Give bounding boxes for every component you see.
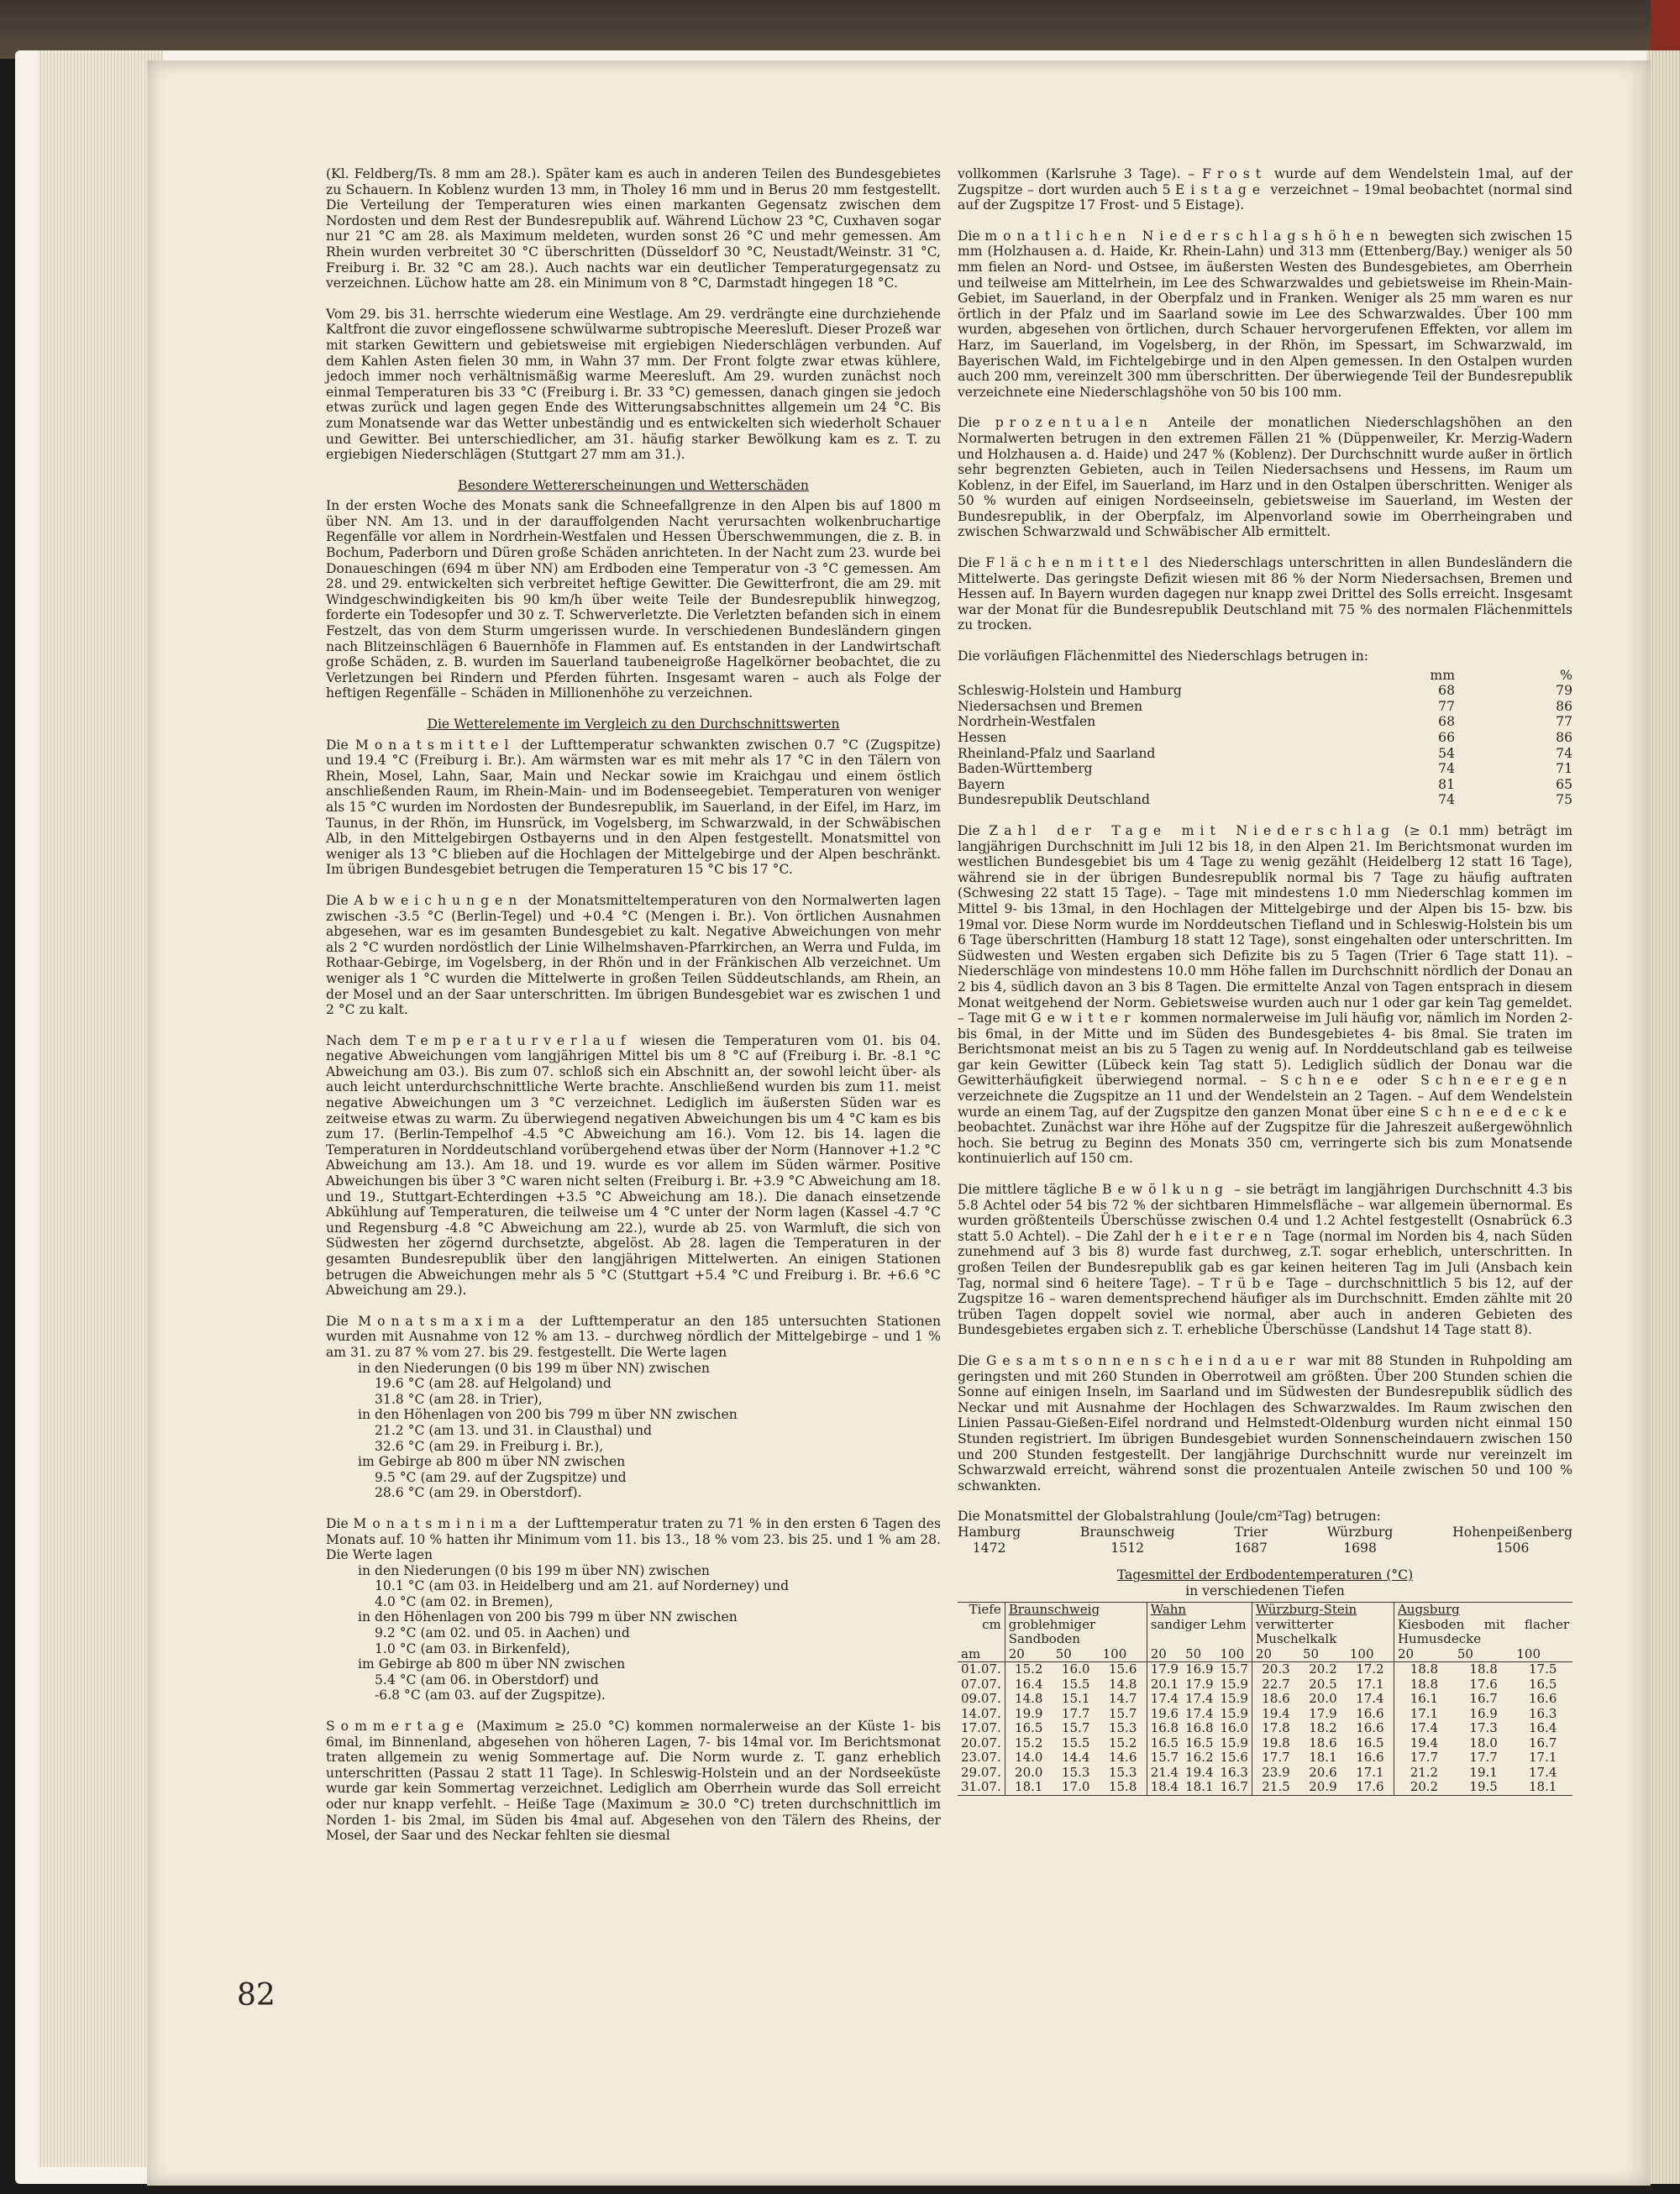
table-title: Tagesmittel der Erdbodentemperaturen (°C) [1116,1567,1414,1583]
table-cell: 18.6 [1309,1735,1337,1750]
table-cell: 17.4 [1528,1764,1557,1780]
table-cell: 17.9 [1185,1676,1214,1692]
depth-header: 20 [1005,1647,1053,1662]
table-row [958,1707,1572,1722]
row-date: 29.07. [961,1764,1001,1780]
table-cell: 15.6 [1220,1750,1248,1766]
depth-header: 50 [1185,1646,1202,1661]
table-cell: 17.1 [1528,1750,1557,1766]
spaced-term: Frost [1202,166,1268,181]
value-line: im Gebirge ab 800 m über NN zwischen [358,1454,626,1470]
row-date: 17.07. [961,1720,1001,1736]
paragraph: In der ersten Woche des Monats sank die Schneefallgrenze in den Alpen bis auf 1800 m über NN. Am 13. und in der darauffolgenden Nacht verursachten wolkenbruchartige Regenfälle vor allem in Nordrhein-Westfalen und Hessen Überschwemmungen, die z. B. in Bochum, Paderborn und Düren große Schäden anrichteten. In der Nacht zum 23. wurde bei Donaueschingen (694 m über NN) am Erdboden eine Temperatur von -3 °C gemessen. Am 28. und 29. entwickelten sich verbreitet heftige Gewitter. Die Gewitterfront, die am 29. mit Windgeschwindigkeiten bis 90 km/h über weite Teile der Bundesrepublik hinwegzog, forderte ein Todesopfer und 30 z. T. Schwerverletzte. Die Verletzten befanden sich in einem Festzelt, das von dem Sturm umgerissen wurde. In verschiedenen Bundesländern gingen nach Blitzeinschlägen 6 Bauernhöfe in Flammen auf. Es entstanden in der Landwirtschaft große Schäden, z. B. wurden im Sauerland taubeneigroße Hagelkörner beobachtet, die zu Verletzungen bei Rindern und Pferden führten. Insgesamt waren – auch als Folge der heftigen Regenfälle – Schäden in Millionenhöhe zu verzeichnen. [326,498,941,701]
table-row [958,1721,1572,1736]
table-cell: 17.1 [1356,1764,1384,1780]
table-row [958,1780,1572,1795]
table-cell: 19.4 [1252,1707,1299,1722]
table-cell: 15.9 [1220,1735,1248,1750]
value-line: im Gebirge ab 800 m über NN zwischen [358,1656,626,1672]
soil-type: groblehmiger Sandboden [1008,1616,1096,1647]
paragraph: Die monatlichen Niederschlagshöhen bewegten sich zwischen 15 mm (Holzhausen a. d. Haide, Kr. Rhein-Lahn) und 313 mm (Ettenberg/Bay.) weniger als 50 mm fielen an Nord- und Ostsee, im äußersten Westen des Bundesgebietes, am Oberrhein und teilweise am Mittelrhein, im Lee des Schwarzwaldes und gebietsweise im Rhein-Main-Gebiet, im Sauerland, in der Oberpfalz und in Franken. Weniger als 25 mm waren es nur örtlich in der Pfalz und im Saarland sowie im Lee des Schwarzwaldes. Über 100 mm wurden, abgesehen von örtlichen, durch Schauer hervorgerufenen Effekten, vor allem im Harz, im Sauerland, im Vogelsberg, in der Rhön, im Spessart, im Schwarzwald, im Bayerischen Wald, im Fichtelgebirge und in den Alpen gemessen. In den Ostalpen wurden auch 200 mm, vereinzelt 300 mm überschritten. Der überwiegende Teil der Bundesrepublik verzeichnete eine Niederschlagshöhe von 50 bis 100 mm. [958,228,1572,400]
value-line: 28.6 °C (am 29. in Oberstdorf). [375,1485,582,1501]
station-name: Augsburg [1397,1602,1460,1618]
table-row [958,1677,1572,1693]
paragraph: Nach dem Temperaturverlauf wiesen die Temperaturen vom 01. bis 04. negative Abweichungen vom langjährigen Mittel bis um 8 °C auf (Freiburg i. Br. -8.1 °C Abweichung am 03.). Bis zum 07. schloß sich ein Abschnitt an, der sowohl leicht über- als auch leicht unterdurchschnittliche Werte brachte. Anschließend wurden bis zum 11. meist negative Abweichungen um 3 °C verzeichnet. Lediglich im äußersten Süden war es zeitweise etwas zu warm. Zu überwiegend negativen Abweichungen bis um 4 °C kam es bis zum 17. (Berlin-Tempelhof -4.5 °C Abweichung am 16.). Vom 12. bis 14. lagen die Temperaturen in Norddeutschland vorübergehend etwas über der Norm (Hannover +1.2 °C Abweichung am 13.). Am 18. und 19. wurde es vor allem im Süden wärmer. Positive Abweichungen bis über 3 °C waren nicht selten (Freiburg i. Br. +3.9 °C Abweichung am 18. und 19., Stuttgart-Echterdingen +3.5 °C Abweichung am 18.). Die danach einsetzende Abkühlung auf Temperaturen, die teilweise um 4 °C unter der Norm lagen (Kassel -4.7 °C und Regensburg -4.8 °C Abweichung am 22.), wurde ab 25. von Warmluft, die sich von Südwesten her zögernd durchsetzte, abgelöst. Ab 28. lagen die Temperaturen in der gesamten Bundesrepublik über den langjährigen Mittelwerten. An einigen Stationen betrugen die Abweichungen mehr als 5 °C (Stuttgart +5.4 °C und Freiburg i. Br. +6.6 °C Abweichung am 29.). [326,1032,941,1299]
table-cell: 15.9 [1220,1691,1248,1707]
spaced-term: Eistage [1174,181,1267,197]
table-cell: Rheinland-Pfalz und Saarland [958,745,1156,761]
value-line: 10.1 °C (am 03. in Heidelberg und am 21. auf Norderney) und [375,1578,790,1594]
table-row [958,746,1572,762]
table-cell: 15.5 [1062,1735,1090,1750]
station-name: Würzburg-Stein [1255,1602,1357,1618]
spaced-term: Gewitter [1031,1010,1137,1026]
row-date: 23.07. [961,1750,1001,1766]
table-cell: 17.7 [1062,1705,1090,1721]
table-cell: 16.7 [1469,1691,1498,1707]
value-line: 1.0 °C (am 03. in Birkenfeld), [375,1640,570,1656]
depth-header: 20 [1394,1647,1453,1662]
table-cell: 20.0 [1309,1691,1337,1707]
table-cell: 16.5 [1528,1676,1557,1692]
table-cell: 17.5 [1513,1662,1572,1677]
paragraph: Die Monatsminima der Lufttemperatur traten zu 71 % in den ersten 6 Tagen des Monats auf. 10 % hatten ihr Minimum vom 11. bis 13., 18 % vom 23. bis 25. und 1 % am 28. Die Werte lagen in den Niederungen (0 bis 199 m über NN) zwischen 10.1 °C (am 03. in Heidelberg und am 21. auf Norderney) und 4.0 °C (am 02. in Bremen), in den Höhenlagen von 200 bis 799 m über NN zwischen 9.2 °C (am 02. und 05. in Aachen) und 1.0 °C (am 03. in Birkenfeld), im Gebirge ab 800 m über NN zwischen 5.4 °C (am 06. in Oberstdorf) und -6.8 °C (am 03. auf der Zugspitze). [326,1515,941,1703]
table-cell: 19.5 [1454,1780,1514,1795]
table-cell: 68 [1438,714,1455,730]
table-cell: 14.6 [1108,1750,1137,1766]
value-line: 4.0 °C (am 02. in Bremen), [375,1593,554,1609]
table-cell: 17.8 [1252,1721,1299,1736]
table-cell: 20.6 [1309,1764,1337,1780]
table-cell: 86 [1556,730,1572,745]
depth-header: 20 [1252,1647,1299,1662]
table-row [958,1766,1572,1781]
row-date: 14.07. [961,1705,1001,1721]
table-cell: 17.1 [1394,1707,1453,1722]
depth-header: 50 [1457,1646,1473,1661]
station-header [1252,1603,1394,1647]
table-cell: 15.9 [1220,1705,1248,1721]
table-cell: 18.1 [1005,1780,1053,1795]
table-cell: 16.4 [1528,1720,1557,1736]
table-cell: 18.6 [1252,1692,1299,1707]
row-date: 20.07. [961,1735,1001,1750]
value-line: in den Niederungen (0 bis 199 m über NN) zwischen [358,1562,710,1578]
spaced-term: Schneedecke [1420,1104,1572,1120]
station-name: Braunschweig [1079,1524,1175,1540]
table-row [958,777,1572,793]
table-cell: 16.7 [1528,1735,1557,1750]
table-cell: 18.1 [1182,1780,1216,1795]
column-header-percent: % [1560,667,1572,683]
table-cell: 16.8 [1147,1721,1182,1736]
paragraph: Vom 29. bis 31. herrschte wiederum eine Westlage. Am 29. verdrängte eine durchziehende Kaltfront die zuvor eingeflossene schwülwarme subtropische Meeresluft. Dieser Prozeß war mit starken Gewittern und gebietsweise mit ergiebigen Niederschlägen verbunden. Auf dem Kahlen Asten fielen 30 mm, in Wahn 37 mm. Der Front folgte zwar etwas kühlere, jedoch immer noch verhältnismäßig warme Meeresluft. Am 29. wurden zunächst noch einmal Temperaturen bis 33 °C (Freiburg i. Br. 33 °C) gemessen, danach gingen sie jedoch etwas zurück und lagen gegen Ende des Witterungsabschnittes allgemein um 24 °C. Bis zum Monatsende war das Wetter unbeständig und es entwickelten sich wiederholt Schauer und Gewitter. Bei unterschiedlicher, am 31. häufig starker Bewölkung kam es z. T. zu ergiebigen Niederschlägen (Stuttgart 27 mm am 31.). [326,306,941,463]
table-cell: 21.2 [1394,1766,1453,1781]
table-row [958,1736,1572,1751]
table-cell: 15.7 [1062,1720,1090,1736]
table-cell: 23.9 [1252,1766,1299,1781]
paragraph: Die Zahl der Tage mit Niederschlag (≥ 0.1 mm) beträgt im langjährigen Durchschnitt im Juli 12 bis 18, in den Alpen 21. Im Berichtsmonat wurden im westlichen Bundesgebiet bis um 4 Tage zu wenig gezählt (Heidelberg 12 statt 16 Tage), während sie in der übrigen Bundesrepublik normal bis 7 Tage zu häufig auftraten (Schwesing 22 statt 15 Tage). – Tage mit mindestens 1.0 mm Niederschlag kommen im Mittel 9- bis 13mal, in den Hochlagen der Mittelgebirge und der Alpen bis 15- bzw. bis 19mal vor. Diese Norm wurde im Norddeutschen Tiefland und in Schleswig-Holstein bis um 6 Tage überschritten (Hamburg 18 statt 12 Tage), sonst eingehalten oder unterschritten. Im Südwesten und Westen ergaben sich Defizite bis zu 5 Tagen (Trier 6 Tage statt 11). – Niederschläge von mindestens 10.0 mm Höhe fallen im Durchschnitt nördlich der Donau an 2 bis 4, südlich davon an 3 bis 8 Tagen. Die ermittelte Anzal von Tagen entsprach in diesem Monat weitgehend der Norm. Gebietsweise wurden auch nur 1 oder gar kein Tag gemeldet. – Tage mit Gewitter kommen normalerweise im Juli häufig vor, nämlich im Norden 2- bis 6mal, in der Mitte und im Süden des Bundesgebietes 4- bis 8mal. Sie traten im Berichtsmonat meist an bis zu 5 Tagen zu wenig auf. In Norddeutschland gab es teilweise gar kein Gewitter (Lübeck kein Tag statt 5). Lediglich südlich der Donau war die Gewitterhäufigkeit überwiegend normal. – Schnee oder Schneeregen verzeichnete die Zugspitze an 11 und der Wendelstein an 2 Tagen. – Auf dem Wendelstein wurde an einem Tag, auf der Zugspitze den ganzen Monat über eine Schneedecke beobachtet. Zunächst war ihre Höhe auf der Zugspitze für die Jahreszeit außergewöhnlich hoch. Sie betrug zu Beginn des Monats 350 cm, verringerte sich bis zum Monatsende kontinuierlich auf 150 cm. [958,822,1572,1167]
table-cell: 74 [1556,745,1572,761]
table-cell: 16.8 [1185,1720,1214,1736]
value-line: 32.6 °C (am 29. in Freiburg i. Br.), [375,1438,604,1454]
table-cell: 16.7 [1217,1780,1252,1795]
table-cell: 77 [1438,698,1455,714]
value-line: 19.6 °C (am 28. auf Helgoland) und [375,1376,612,1392]
table-cell: 15.7 [1217,1662,1252,1677]
paragraph: vollkommen (Karlsruhe 3 Tage). – Frost wurde auf dem Wendelstein 1mal, auf der Zugspitze – dort wurden auch 5 Eistage verzeichnet – 19mal beobachtet (normal sind auf der Zugspitze 17 Frost- und 5 Eistage). [958,166,1572,213]
table-cell: 17.2 [1347,1662,1394,1677]
table-row [958,1662,1572,1677]
table-cell: 17.4 [1147,1692,1182,1707]
table-cell: 16.9 [1182,1662,1216,1677]
right-column [958,166,1572,1796]
table-cell: 17.7 [1469,1750,1498,1766]
table-row [958,792,1572,808]
table-cell: 17.4 [1394,1721,1453,1736]
table-cell: 17.4 [1185,1691,1214,1707]
table-cell: 19.6 [1147,1707,1182,1722]
paragraph: Die mittlere tägliche Bewölkung – sie beträgt im langjährigen Durchschnitt 4.3 bis 5.8 Achtel oder 54 bis 72 % der sichtbaren Himmelsfläche – war allgemein übernormal. Es wurden größtenteils Überschüsse zwischen 0.4 und 1.2 Achtel festgestellt (Osnabrück 6.3 statt 5.0 Achtel). – Die Zahl der heiteren Tage (normal im Norden bis 4, nach Süden zunehmend auf 3 bis 8) wurde fast durchweg, z.T. sogar erheblich, unterschritten. In großen Teilen der Bundesrepublik gab es gar keinen heiteren Tag im Juli (Ansbach kein Tag, normal sind 6 heitere Tage). – Trübe Tage – durchschnittlich 5 bis 12, auf der Zugspitze 16 – waren dementsprechend häufiger als im Durchschnitt. Emden zählte mit 20 trüben Tagen doppelt soviel wie normal, aber auch in anderen Gebieten des Bundesgebietes ergaben sich z. T. erhebliche Überschüsse (Landshut 14 Tage statt 8). [958,1182,1573,1338]
radiation-station [1234,1525,1268,1556]
table-row [958,714,1572,730]
table-cell: Bayern [958,776,1005,792]
value-line: in den Niederungen (0 bis 199 m über NN) zwischen [358,1360,710,1376]
table-row [958,1750,1572,1766]
spaced-term: Gesamtsonnenscheindauer [985,1352,1301,1368]
table-cell: Nordrhein-Westfalen [958,714,1096,730]
table-cell: 16.5 [1185,1735,1214,1750]
table-cell: 17.9 [1309,1705,1337,1721]
table-cell: 17.6 [1347,1780,1394,1795]
spaced-term: Abweichungen [354,892,523,908]
table-cell: 15.1 [1062,1691,1090,1707]
spaced-term: Monatsmittel [354,737,515,753]
table-row [958,699,1572,715]
left-page-stack [38,50,164,2167]
paragraph: Sommertage (Maximum ≥ 25.0 °C) kommen normalerweise an der Küste 1- bis 6mal, im Binnenland, abgesehen von höheren Lagen, 7- bis 14mal vor. Im Berichtsmonat traten allgemein zu wenig Sommertage auf. Die Norm wurde z. T. ganz erheblich unterschritten (Passau 2 statt 11 Tage). In Schleswig-Holstein und an der Nordseeküste wurde gar kein Sommertag verzeichnet. Lediglich am Oberrhein wurde das Soll erreicht oder nur knapp verfehlt. – Heiße Tage (Maximum ≥ 30.0 °C) treten durchschnittlich im Norden 1- bis 2mal, im Süden bis 4mal auf. Abgesehen von den Tälern des Rheins, der Mosel, der Saar und des Neckar fehlten sie diesmal [326,1719,941,1844]
table-cell: 19.4 [1185,1764,1214,1780]
table-cell: 18.2 [1309,1720,1337,1736]
section-heading: Die Wetterelemente im Vergleich zu den Durchschnittswerten [427,716,840,732]
value-list [326,1361,941,1501]
value-line: -6.8 °C (am 03. auf der Zugspitze). [375,1687,606,1703]
table-cell: 21.4 [1147,1766,1182,1781]
label-am: am [961,1646,981,1661]
table-row [958,1692,1572,1707]
table-row [958,683,1572,699]
spaced-term: monatlichen Niederschlagshöhen [984,228,1385,244]
table-cell: 19.4 [1394,1736,1453,1751]
table-cell: 17.4 [1356,1691,1384,1707]
station-value: 1506 [1495,1540,1530,1556]
table-cell: 15.2 [1005,1662,1053,1677]
table-cell: 54 [1438,745,1455,761]
table-cell: 20.3 [1252,1662,1299,1677]
table-cell: 18.4 [1147,1780,1182,1795]
radiation-station [1080,1525,1175,1556]
spaced-term: Flächenmittel [985,555,1154,571]
table-cell: 68 [1438,683,1455,699]
table-cell: 17.0 [1053,1780,1100,1795]
row-date: 31.07. [958,1780,1005,1795]
table-cell: 14.0 [1005,1750,1053,1766]
table-cell: 19.8 [1252,1736,1299,1751]
table-cell: 20.1 [1147,1677,1182,1693]
value-line: 9.2 °C (am 02. und 05. in Aachen) und [375,1625,630,1641]
right-page-stack [1646,50,1680,2184]
table-cell: 20.9 [1299,1780,1347,1795]
table-row [958,730,1572,746]
table-cell: Niedersachsen und Bremen [958,698,1143,714]
spaced-term: Schneeregen [1420,1073,1572,1089]
table-cell: 16.0 [1053,1662,1100,1677]
table-cell: 74 [1438,761,1455,777]
table-cell: 15.5 [1062,1676,1090,1692]
spaced-term: Schnee [1279,1073,1364,1089]
table-cell: 19.1 [1469,1764,1498,1780]
radiation-station [1327,1525,1394,1556]
soil-type: verwitterter Muschelkalk [1255,1616,1337,1647]
spaced-term: Zahl der Tage mit Niederschlag [989,822,1395,838]
table-row [958,761,1572,777]
table-cell: 18.8 [1394,1662,1453,1677]
table-cell: 20.2 [1299,1662,1347,1677]
value-line: 5.4 °C (am 06. in Oberstdorf) und [375,1672,599,1687]
radiation-station [1452,1525,1572,1556]
paragraph: Die Monatsmittel der Lufttemperatur schwankten zwischen 0.7 °C (Zugspitze) und 19.4 °C (Freiburg i. Br.). Am wärmsten war es mit mehr als 17 °C in den Tälern von Rhein, Mosel, Lahn, Saar, Main und Neckar sowie im Kraichgau und einem östlich anschließenden Raum, im Rhein-Main- und im Bodenseegebiet. Temperaturen von weniger als 15 °C wurden im Nordosten der Bundesrepublik, im Sauerland, in der Eifel, im Harz, im Taunus, in der Rhön, im Hunsrück, im Vogelsberg, im Schwarzwald, in der Schwäbischen Alb, in den Mittelgebirgen Ostbayerns und in den Alpen festgestellt. Monatsmittel von weniger als 13 °C blieben auf die Hochlagen der Mittelgebirge und der Alpen beschränkt. Im übrigen Bundesgebiet betrugen die Temperaturen 15 °C bis 17 °C. [326,737,941,878]
station-value: 1472 [972,1540,1006,1556]
value-line: 21.2 °C (am 13. und 31. in Clausthal) und [375,1422,652,1438]
table-cell: 16.3 [1528,1705,1557,1721]
depth-header: 20 [1147,1647,1182,1662]
station-value: 1698 [1343,1540,1377,1556]
table-cell: 15.7 [1108,1705,1137,1721]
spaced-term: Sommertage [326,1719,470,1735]
station-header [1147,1603,1252,1647]
value-line: 9.5 °C (am 29. auf der Zugspitze) und [375,1469,627,1485]
soil-type: sandiger Lehm [1150,1616,1247,1632]
precipitation-area-mean-table [958,668,1572,808]
soil-temperature-table [958,1602,1572,1796]
table-cell: 18.8 [1454,1662,1514,1677]
table-cell: 18.1 [1309,1750,1337,1766]
table-cell: 79 [1556,683,1572,699]
table-cell: 17.3 [1469,1720,1498,1736]
table-cell: 16.3 [1220,1764,1248,1780]
table-cell: 86 [1556,698,1572,714]
radiation-station [958,1525,1021,1556]
spaced-term: Trübe [1210,1275,1280,1291]
table-cell: 20.2 [1394,1780,1453,1795]
spaced-term: Bewölkung [1102,1182,1229,1198]
depth-header: 50 [1055,1646,1072,1661]
paragraph: (Kl. Feldberg/Ts. 8 mm am 28.). Später kam es auch in anderen Teilen des Bundesgebietes zu Schauern. In Koblenz wurden 13 mm, in Tholey 16 mm und in Berus 20 mm festgestellt. Die Verteilung der Temperaturen wies einen markanten Gegensatz zwischen dem Nordosten und dem Rest der Bundesrepublik auf. Während Lüchow 23 °C, Cuxhaven sogar nur 21 °C am 28. als Maximum meldeten, wurden sonst 26 °C und mehr gemessen. Am Rhein wurden verbreitet 30 °C überschritten (Düsseldorf 30 °C, Neustadt/Weinstr. 31 °C, Freiburg i. Br. 32 °C am 28.). Auch nachts war ein deutlicher Temperaturgegensatz zu verzeichnen. Lüchow hatte am 28. ein Minimum von 8 °C, Darmstadt hingegen 18 °C. [326,166,941,291]
table-cell: 66 [1438,730,1455,745]
table-cell: 15.9 [1220,1676,1248,1692]
table-cell: 17.7 [1252,1750,1299,1766]
paragraph: Die vorläufigen Flächenmittel des Niederschlags betrugen in: [958,648,1369,664]
table-cell: 14.7 [1108,1691,1137,1707]
table-cell: 17.6 [1469,1676,1498,1692]
table-cell: 18.1 [1513,1780,1572,1795]
row-date: 09.07. [961,1691,1001,1707]
depth-header: 100 [1349,1646,1374,1661]
table-cell: 17.9 [1147,1662,1182,1677]
table-cell: 81 [1438,776,1455,792]
table-cell: 15.3 [1108,1720,1137,1736]
station-name: Hohenpeißenberg [1452,1524,1572,1540]
value-line: in den Höhenlagen von 200 bis 799 m über NN zwischen [358,1609,738,1625]
table-cell: 17.1 [1356,1676,1384,1692]
paragraph: Die Gesamtsonnenscheindauer war mit 88 Stunden in Ruhpolding am geringsten und mit 260 Stunden in Oberrotweil am größten. Über 200 Stunden schien die Sonne auf einigen Inseln, im Saarland und im Südwesten der Bundesrepublik südlich des Neckar und mit Ausnahme der Hochlagen des Schwarzwaldes. Im Raum zwischen den Linien Passau-Gießen-Eifel nordrand und Helmstedt-Oldenburg wurden nicht einmal 150 Stunden registriert. Im übrigen Bundesgebiet wurden Sonnenscheindauern zwischen 150 und 200 Stunden festgestellt. Der langjährige Durchschnitt wurde nur vereinzelt im Schwarzwald erreicht, während sonst die prozentualen Anteile zwischen 50 und 100 % schwankten. [958,1352,1572,1493]
table-cell: Schleswig-Holstein und Hamburg [958,683,1182,699]
table-cell: 16.5 [1356,1735,1384,1750]
table-cell: 15.2 [1108,1735,1137,1750]
row-date: 01.07. [958,1662,1005,1677]
paragraph: Die Monatsmaxima der Lufttemperatur an den 185 untersuchten Stationen wurden mit Ausnahme von 12 % am 13. – durchweg nördlich der Mittelgebirge – und 1 % am 31. zu 87 % vom 27. bis 29. festgestellt. Die Werte lagen in den Niederungen (0 bis 199 m über NN) zwischen 19.6 °C (am 28. auf Helgoland) und 31.8 °C (am 28. in Trier), in den Höhenlagen von 200 bis 799 m über NN zwischen 21.2 °C (am 13. und 31. in Clausthal) und 32.6 °C (am 29. in Freiburg i. Br.), im Gebirge ab 800 m über NN zwischen 9.5 °C (am 29. auf der Zugspitze) und 28.6 °C (am 29. in Oberstdorf). [326,1313,941,1501]
table-cell: 16.5 [1147,1736,1182,1751]
table-cell: 15.3 [1062,1764,1090,1780]
table-cell: 16.2 [1185,1750,1214,1766]
spaced-term: prozentualen [995,415,1153,431]
section-heading: Besondere Wettererscheinungen und Wetterschäden [458,477,809,493]
header-depth [958,1603,1005,1647]
table-cell: Hessen [958,730,1007,745]
table-cell: 77 [1556,714,1572,730]
label-cm: cm [982,1616,1001,1632]
spaced-term: heiteren [1174,1228,1278,1244]
table-cell: 74 [1438,792,1455,808]
soil-type: Kiesboden mit flacher Humusdecke [1397,1616,1569,1647]
spaced-term: Temperaturverlauf [407,1032,632,1048]
table-cell: 18.0 [1469,1735,1498,1750]
table-cell: 22.7 [1252,1677,1299,1693]
station-value: 1512 [1110,1540,1145,1556]
page-number: 82 [237,1978,276,2013]
table-cell: 16.0 [1220,1720,1248,1736]
table-cell: 14.4 [1062,1750,1090,1766]
station-value: 1687 [1234,1540,1268,1556]
table-cell: 14.8 [1108,1676,1137,1692]
table-cell: 17.7 [1394,1750,1453,1766]
station-name: Wahn [1150,1602,1187,1618]
table-cell: Baden-Württemberg [958,761,1093,777]
station-name: Würzburg [1326,1524,1394,1540]
paragraph: Die Abweichungen der Monatsmitteltemperaturen von den Normalwerten lagen zwischen -3.5 °C (Berlin-Tegel) und +0.4 °C (Mengen i. Br.). Von örtlichen Ausnahmen abgesehen, war es im gesamten Bundesgebiet zu kalt. Negative Abweichungen von mehr als 2 °C wurden nordöstlich der Linie Wilhelmshaven-Pfarrkirchen, an Werra und Fulda, im Rothaar-Gebirge, im Vogelsberg, in der Rhön und in der Fränkischen Alb verzeichnet. Um weniger als 1 °C wurden die Mittelwerte in großen Teilen Süddeutschlands, am Rhein, an der Mosel und an der Saar unterschritten. Im übrigen Bundesgebiet war es zwischen 1 und 2 °C zu kalt. [326,892,941,1018]
table-cell: 16.6 [1356,1720,1384,1736]
station-header [1394,1603,1572,1647]
paragraph: Die Monatsmittel der Globalstrahlung (Joule/cm²Tag) betrugen: [958,1509,1381,1525]
station-name: Trier [1234,1524,1268,1540]
table-cell: 16.6 [1356,1705,1384,1721]
table-cell: 16.6 [1528,1691,1557,1707]
depth-header: 100 [1102,1646,1127,1661]
table-cell: 15.8 [1100,1780,1147,1795]
table-cell: 65 [1556,776,1572,792]
depth-header: 100 [1516,1646,1541,1661]
paragraph: Die prozentualen Anteile der monatlichen Niederschlagshöhen an den Normalwerten betrugen in den extremen Fällen 21 % (Düppenweiler, Kr. Merzig-Wadern und Holzhausen a. d. Haide) und 247 % (Koblenz). Der Durchschnitt wurde außer in örtlich sehr begrenzten Gebieten, auch in Teilen Niedersachsens und Hessens, im Raum um Koblenz, in der Eifel, im Sauerland, im Harz und in den Ostalpen überschritten. Weniger als 50 % wurden auf einigen Nordseeinseln, gebietsweise im Sauerland, im Westen der Bundesrepublik, in der Oberpfalz, im Alpenvorland sowie im Oberrheingraben und zwischen Schwarzwald und Schwäbischer Alb ermittelt. [958,415,1572,540]
depth-header: 100 [1220,1646,1245,1661]
row-date: 07.07. [961,1676,1001,1692]
spaced-term: Monatsmaxima [358,1313,531,1329]
table-cell: 16.1 [1394,1692,1453,1707]
paragraph: Die Flächenmittel des Niederschlags unterschritten in allen Bundesländern die Mittelwerte. Das geringste Defizit wiesen mit 86 % der Norm Niedersachsen, Bremen und Hessen auf. In Bayern wurden dagegen nur knapp zwei Drittel des Solls erreicht. Insgesamt war der Monat für die Bundesrepublik Deutschland mit 75 % des normalen Flächenmittels zu trocken. [958,555,1572,633]
station-name: Hamburg [958,1524,1021,1540]
column-header-mm: mm [1430,667,1455,683]
value-line: 31.8 °C (am 28. in Trier), [375,1391,543,1407]
table-cell: 17.4 [1185,1705,1214,1721]
table-cell: 15.6 [1100,1662,1147,1677]
label-tiefe: Tiefe [969,1602,1001,1618]
value-list [326,1563,941,1703]
table-cell: Bundesrepublik Deutschland [958,792,1150,808]
value-line: in den Höhenlagen von 200 bis 799 m über NN zwischen [358,1407,738,1423]
depth-header: 50 [1302,1646,1320,1661]
table-subtitle: in verschiedenen Tiefen [1185,1583,1345,1598]
station-name: Braunschweig [1008,1602,1100,1618]
table-cell: 15.3 [1108,1764,1137,1780]
table-cell: 16.4 [1005,1677,1053,1693]
table-cell: 71 [1556,761,1572,777]
table-cell: 20.5 [1309,1676,1337,1692]
table-cell: 15.7 [1147,1750,1182,1766]
table-cell: 18.8 [1394,1677,1453,1693]
table-cell: 75 [1556,792,1572,808]
left-column [326,166,941,1859]
table-cell: 16.9 [1469,1705,1498,1721]
table-cell: 21.5 [1252,1780,1299,1795]
global-radiation-list [958,1525,1572,1556]
table-cell: 19.9 [1005,1707,1053,1722]
table-cell: 20.0 [1005,1766,1053,1781]
table-cell: 14.8 [1005,1692,1053,1707]
table-cell: 15.2 [1005,1736,1053,1751]
station-header [1005,1603,1147,1647]
table-cell: 16.6 [1356,1750,1384,1766]
table-cell: 16.5 [1005,1721,1053,1736]
spaced-term: Monatsminima [353,1515,523,1531]
